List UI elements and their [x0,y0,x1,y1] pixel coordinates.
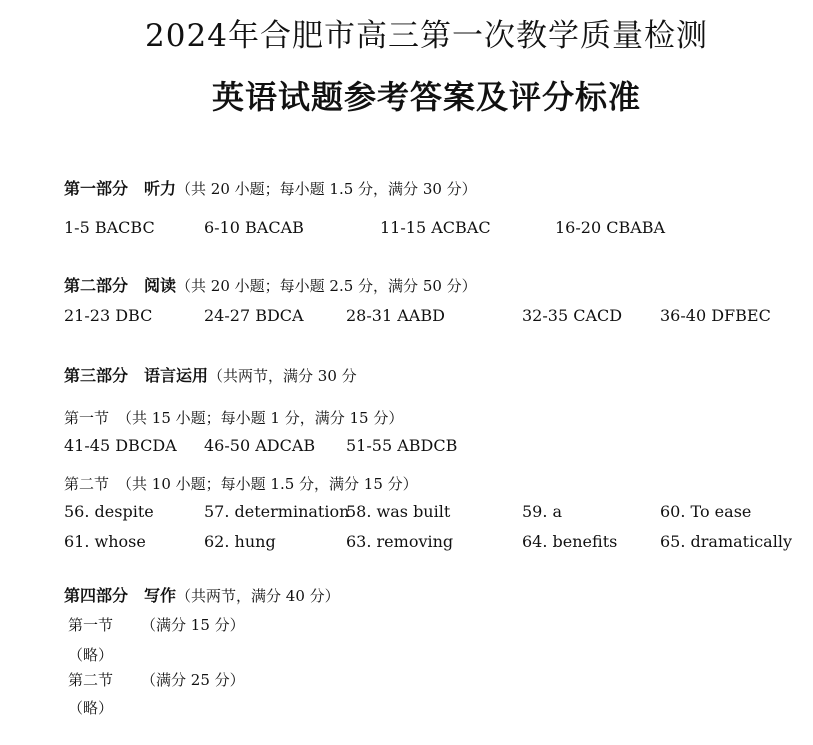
part3-s2-answer-65: 65. dramatically [660,532,792,551]
part4-section2-note: （满分 25 分） [141,671,245,689]
part3-s2-answer-59: 59. a [522,502,563,521]
part4-section1-label: 第一节 [68,616,114,634]
part2-answer-1: 21-23 DBC [64,306,153,325]
part2-note: （共 20 小题；每小题 2.5 分，满分 50 分） [176,277,477,295]
part3-section1-label: 第一节 [64,409,110,427]
part1-answer-4: 16-20 CBABA [555,218,666,237]
part3-note: （共两节，满分 30 分 [208,367,357,385]
part3-s2-answer-56: 56. despite [64,502,154,521]
part2-header [64,273,477,296]
part4-section1-note: （满分 15 分） [141,616,245,634]
part4-header [64,583,340,606]
part2-name: 阅读 [144,276,177,295]
exam-title: 2024年合肥市高三第一次教学质量检测 [145,18,708,54]
part2-answer-5: 36-40 DFBEC [660,306,771,325]
part3-s2-answer-60: 60. To ease [660,502,752,521]
part1-header [64,176,477,199]
part3-section1-note: （共 15 小题；每小题 1 分，满分 15 分） [117,409,404,427]
part3-s2-answer-63: 63. removing [346,532,454,551]
part4-section1-header [68,614,245,635]
part1-note: （共 20 小题；每小题 1.5 分，满分 30 分） [176,180,477,198]
part3-s2-answer-58: 58. was built [346,502,451,521]
part4-name: 写作 [144,586,177,605]
part4-section2-label: 第二节 [68,671,114,689]
part1-name: 听力 [144,179,177,198]
part1-heading: 第一部分 [64,179,129,198]
part3-section2-header [64,473,418,494]
part3-header [64,363,357,386]
part3-section2-note: （共 10 小题；每小题 1.5 分，满分 15 分） [117,475,418,493]
part2-answer-3: 28-31 AABD [346,306,445,325]
part1-answer-3: 11-15 ACBAC [380,218,491,237]
part3-section1-header [64,407,403,428]
part3-section2-label: 第二节 [64,475,110,493]
part4-heading: 第四部分 [64,586,129,605]
part4-section1-content: （略） [68,646,114,664]
part3-s2-answer-62: 62. hung [204,532,276,551]
part4-section2-content: （略） [68,699,114,717]
part2-heading: 第二部分 [64,276,129,295]
part2-answer-2: 24-27 BDCA [204,306,304,325]
part3-s1-answer-2: 46-50 ADCAB [204,436,316,455]
part3-s2-answer-61: 61. whose [64,532,146,551]
part3-s2-answer-64: 64. benefits [522,532,618,551]
part3-name: 语言运用 [144,366,209,385]
answer-key-title: 英语试题参考答案及评分标准 [211,78,641,116]
part3-heading: 第三部分 [64,366,129,385]
part2-answer-4: 32-35 CACD [522,306,623,325]
part1-answer-2: 6-10 BACAB [204,218,304,237]
part3-s1-answer-3: 51-55 ABDCB [346,436,458,455]
part3-s2-answer-57: 57. determination [204,502,350,521]
part3-s1-answer-1: 41-45 DBCDA [64,436,177,455]
part1-answer-1: 1-5 BACBC [64,218,155,237]
part4-note: （共两节，满分 40 分） [176,587,340,605]
part4-section2-header [68,669,245,690]
